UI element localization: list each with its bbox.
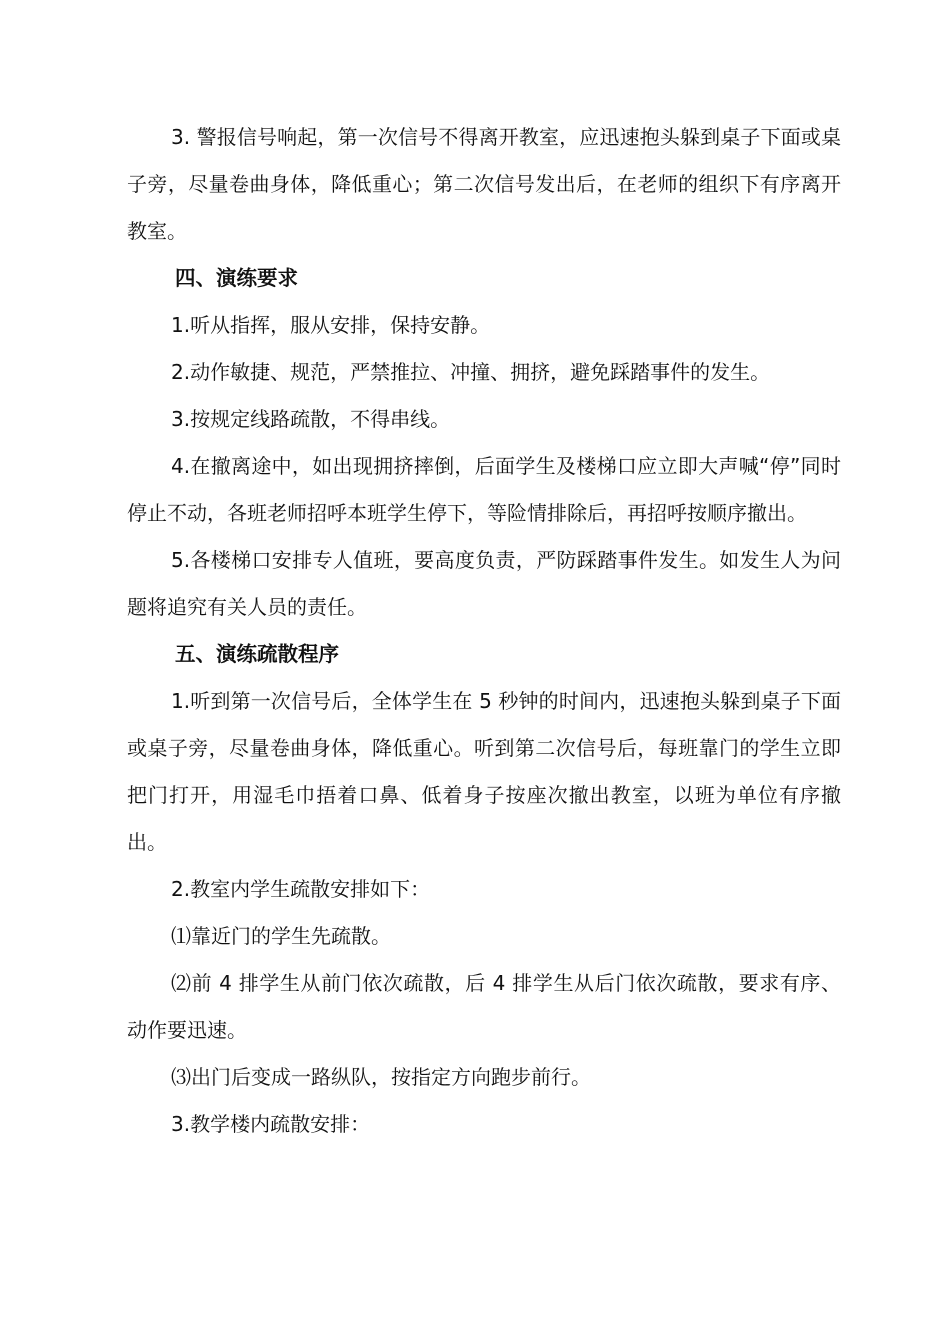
procedure-subitem-3: ⑶出门后变成一路纵队，按指定方向跑步前行。 <box>171 1065 591 1089</box>
section-heading-drill-requirements: 四、演练要求 <box>175 266 298 290</box>
procedure-subitem-2: ⑵前 4 排学生从前门依次疏散，后 4 排学生从后门依次疏散，要求有序、动作要迅速。 <box>127 971 841 1042</box>
requirement-item-2: 2.动作敏捷、规范，严禁推拉、冲撞、拥挤，避免踩踏事件的发生。 <box>171 360 771 384</box>
procedure-item-2: 2.教室内学生疏散安排如下： <box>171 877 431 901</box>
requirement-item-1: 1.听从指挥，服从安排，保持安静。 <box>171 313 491 337</box>
requirement-item-4: 4.在撤离途中，如出现拥挤摔倒，后面学生及楼梯口应立即大声喊“停”同时停止不动，各班老师招呼本班学生停下，等险情排除后，再招呼按顺序撤出。 <box>127 454 841 525</box>
procedure-item-1: 1.听到第一次信号后，全体学生在 5 秒钟的时间内，迅速抱头躲到桌子下面或桌子旁，尽量卷曲身体，降低重心。听到第二次信号后，每班靠门的学生立即把门打开，用湿毛巾捂着口鼻、低着身子按座次撤出教室，以班为单位有序撤出。 <box>127 689 841 854</box>
paragraph-alarm-signal: 3. 警报信号响起，第一次信号不得离开教室，应迅速抱头躲到桌子下面或桌子旁，尽量卷曲身体，降低重心；第二次信号发出后，在老师的组织下有序离开教室。 <box>127 125 841 243</box>
section-heading-evacuation-procedure: 五、演练疏散程序 <box>175 642 339 666</box>
requirement-item-5: 5.各楼梯口安排专人值班，要高度负责，严防踩踏事件发生。如发生人为问题将追究有关人员的责任。 <box>127 548 841 619</box>
document-body <box>127 114 841 1148</box>
procedure-item-3: 3.教学楼内疏散安排： <box>171 1112 371 1136</box>
requirement-item-3: 3.按规定线路疏散，不得串线。 <box>171 407 451 431</box>
procedure-subitem-1: ⑴靠近门的学生先疏散。 <box>171 924 391 948</box>
